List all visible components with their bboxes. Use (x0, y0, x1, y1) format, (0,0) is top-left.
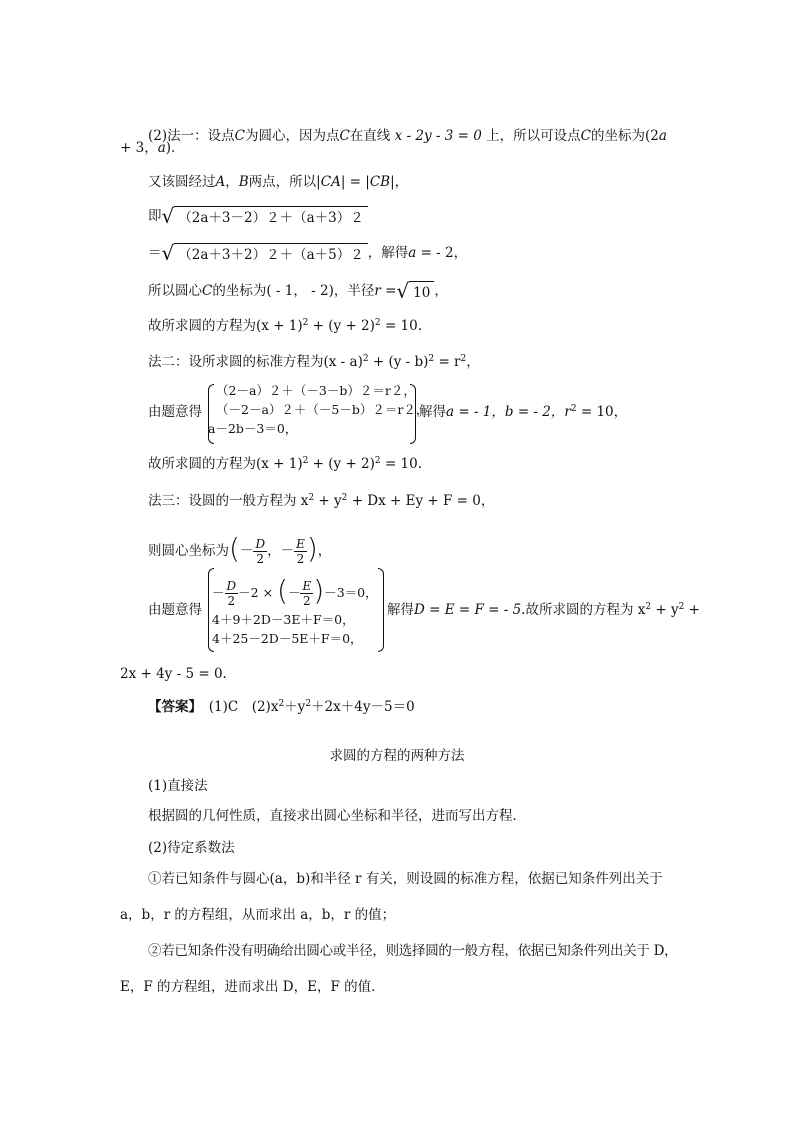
radicand: 10 (409, 281, 434, 303)
solution-line-10 (148, 454, 422, 474)
method-2-case-2: ②若已知条件没有明确给出圆心或半径，则选择圆的一般方程，依据已知条件列出关于 D， (148, 943, 678, 959)
solution-line-8 (148, 352, 480, 372)
text: + 3， (120, 140, 158, 156)
text: + (y + 2) (308, 318, 375, 334)
solution-line-7 (148, 316, 422, 336)
section-title: 求圆的方程的两种方法 (329, 748, 465, 764)
text: 为圆心，因为点 (244, 128, 340, 144)
text: )． (165, 140, 185, 156)
solution-line-5 (148, 242, 467, 265)
solution-result: 解得D = E = F = - 5.故所求圆的方程为 $x^2 + y^2$ + (387, 602, 700, 618)
text: | = | (340, 174, 370, 190)
text: 的坐标为(2 (590, 128, 659, 144)
text: a = - 1，b = - 2，r (446, 404, 571, 420)
method-2-case-1-cont: a，b，r 的方程组，从而求出 a，b，r 的值； (120, 907, 396, 923)
method-1-heading: (1)直接法 (148, 778, 208, 794)
var: CA (320, 174, 341, 190)
equation: （2－a）２＋（－3－b）２＝r２， (216, 383, 416, 398)
sqrt-expression: √ （2a＋3＋2）２＋（a＋5）２ (162, 242, 368, 265)
var: r (374, 283, 381, 299)
text: 在直线 (349, 128, 391, 144)
radicand: （2a＋3－2）２＋（a＋3）２ (174, 206, 367, 228)
var: a (408, 245, 417, 261)
text: ＝ (148, 245, 162, 261)
method-2-case-2-cont: E，F 的方程组，进而求出 D，E，F 的值． (120, 979, 385, 995)
text: 由题意得 (148, 602, 202, 618)
text: 又该圆经过 (148, 174, 216, 190)
solution-result (419, 402, 627, 422)
text: = 10. (380, 318, 423, 334)
method-2-heading: (2)待定系数法 (148, 840, 235, 856)
text: = 10. (380, 456, 423, 472)
text: 两点，所以| (248, 174, 321, 190)
exponent: 2 (374, 318, 381, 328)
text: ， (434, 283, 448, 299)
text: 即 (148, 208, 162, 224)
text: 法二：设所求圆的标准方程为(x - a) (148, 354, 363, 370)
exponent: 2 (374, 456, 381, 466)
text: ， (466, 354, 480, 370)
var: C (234, 128, 245, 144)
text: 则圆心坐标为 (148, 543, 229, 559)
exponent: 2 (341, 493, 348, 503)
answer-line: 【答案】 (1)C $(2)x^2+y^2+2x+4y-5=0$ (148, 699, 415, 715)
sqrt-expression: √ 10 (396, 280, 434, 303)
solution-line-12: 则圆心坐标为(－ $\frac{D}{2}$ ，－ $\frac{E}{2}$ )， (148, 532, 332, 566)
exponent: 2 (302, 318, 309, 328)
text: = (380, 283, 397, 299)
solution-line-14: 2x + 4y - 5 = 0. (120, 666, 227, 682)
text: ， (317, 543, 332, 559)
solution-line-3 (148, 172, 408, 192)
equation: （－2－a）２＋（－5－b）２＝r２， (216, 402, 429, 417)
right-brace (410, 384, 416, 444)
solution-line-1 (148, 126, 667, 146)
exponent: 2 (362, 354, 369, 364)
var: C (339, 128, 350, 144)
text: 由题意得 (148, 404, 202, 420)
fraction: $\frac{D}{2}$ (255, 537, 266, 566)
var: C (580, 128, 591, 144)
text: ，解得 (367, 245, 409, 261)
answer-label: 【答案】 (148, 699, 196, 715)
fraction: $\frac{E}{2}$ (296, 537, 305, 566)
right-brace (378, 568, 384, 652)
equation: a－2b－3＝0， (208, 421, 298, 436)
var: a (157, 140, 166, 156)
text: = r (434, 354, 461, 370)
var: CB (369, 174, 391, 190)
exponent: 2 (428, 354, 435, 364)
text: 故所求圆的方程为(x + 1) (148, 456, 303, 472)
var: B (238, 174, 249, 190)
text: + Dx + Ey + F = 0， (347, 493, 495, 509)
text: ， (225, 174, 239, 190)
var: A (215, 174, 226, 190)
text: (2)法一：设点 (148, 128, 235, 144)
text: + y (314, 493, 342, 509)
text: |， (390, 174, 409, 190)
text: 故所求圆的方程为(x + 1) (148, 318, 303, 334)
text: = - 2， (416, 245, 468, 261)
text: 上，所以可设点 (486, 128, 581, 144)
solution-line-4 (148, 205, 368, 228)
solution-line-6 (148, 280, 448, 303)
exponent: 2 (570, 404, 577, 414)
solution-line-11 (148, 491, 494, 511)
line-equation: x - 2y - 3 = 0 (394, 128, 482, 144)
method-1-text: 根据圆的几何性质，直接求出圆心坐标和半径，进而写出方程． (148, 808, 526, 824)
equation: － $\frac{D}{2}$ －2 × (－ $\frac{E}{2}$ )－3＝0， (212, 574, 378, 608)
solution-line-2 (120, 138, 185, 158)
text: 所以圆心 (148, 283, 202, 299)
exponent: 2 (460, 354, 467, 364)
text: 法三：设圆的一般方程为 x (148, 493, 309, 509)
text: + (y + 2) (308, 456, 375, 472)
text: + (y - b) (368, 354, 429, 370)
equation: 4＋25－2D－5E＋F＝0， (212, 631, 363, 646)
equation: 4＋9＋2D－3E＋F＝0， (212, 612, 355, 627)
var: a (658, 128, 667, 144)
exponent: 2 (302, 456, 309, 466)
sqrt-expression: √ （2a＋3－2）２＋（a＋3）２ (162, 205, 368, 228)
text: = 10， (576, 404, 628, 420)
text: 的坐标为( - 1， - 2)，半径 (212, 283, 375, 299)
var: C (202, 283, 213, 299)
text: 解得 (419, 404, 446, 420)
exponent: 2 (308, 493, 315, 503)
text: (1)C (2)x (208, 699, 279, 715)
radicand: （2a＋3＋2）２＋（a＋5）２ (174, 243, 367, 265)
method-2-case-1: ①若已知条件与圆心(a，b)和半径 r 有关，则设圆的标准方程，依据已知条件列出关于 (148, 871, 663, 887)
